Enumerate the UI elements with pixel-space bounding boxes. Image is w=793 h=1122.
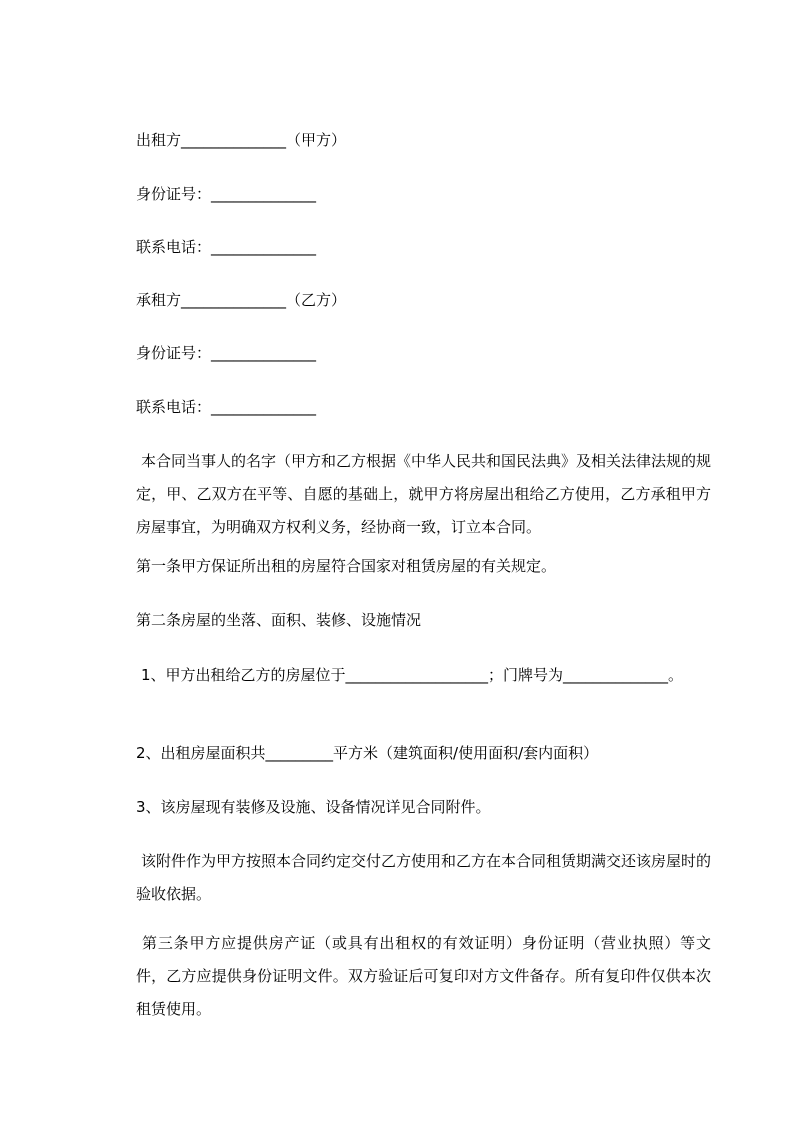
lessor-id-field: 身份证号：______________ (136, 185, 317, 203)
lessor-field: 出租方______________（甲方） (136, 131, 347, 149)
lessee-phone-field: 联系电话：______________ (136, 398, 317, 416)
article-2-item-3: 3、该房屋现有装修及设施、设备情况详见合同附件。 (136, 798, 491, 816)
article-2-title: 第二条房屋的坐落、面积、装修、设施情况 (136, 611, 422, 629)
article-3: 第三条甲方应提供房产证（或具有出租权的有效证明）身份证明（营业执照）等文件，乙方应提供身份证明文件。双方验证后可复印对方文件备存。所有复印件仅供本次租赁使用。 (136, 934, 711, 1018)
article-2-item-2: 2、出租房屋面积共_________平方米（建筑面积/使用面积/套内面积） (136, 744, 599, 762)
article-2-item-1: 1、甲方出租给乙方的房屋位于___________________；门牌号为______________。 (141, 666, 684, 684)
annex-note-paragraph: 该附件作为甲方按照本合同约定交付乙方使用和乙方在本合同租赁期满交还该房屋时的验收依据。 (136, 852, 712, 903)
lessee-field: 承租方______________（乙方） (136, 291, 347, 309)
lessee-id-field: 身份证号：______________ (136, 344, 317, 362)
article-1: 第一条甲方保证所出租的房屋符合国家对租赁房屋的有关规定。 (136, 557, 557, 575)
lessor-phone-field: 联系电话：______________ (136, 238, 317, 256)
preamble-paragraph: 本合同当事人的名字（甲方和乙方根据《中华人民共和国民法典》及相关法律法规的规定，甲、乙双方在平等、自愿的基础上，就甲方将房屋出租给乙方使用，乙方承租甲方房屋事宜，为明确双方权利义务，经协商一致，订立本合同。 (136, 452, 712, 536)
